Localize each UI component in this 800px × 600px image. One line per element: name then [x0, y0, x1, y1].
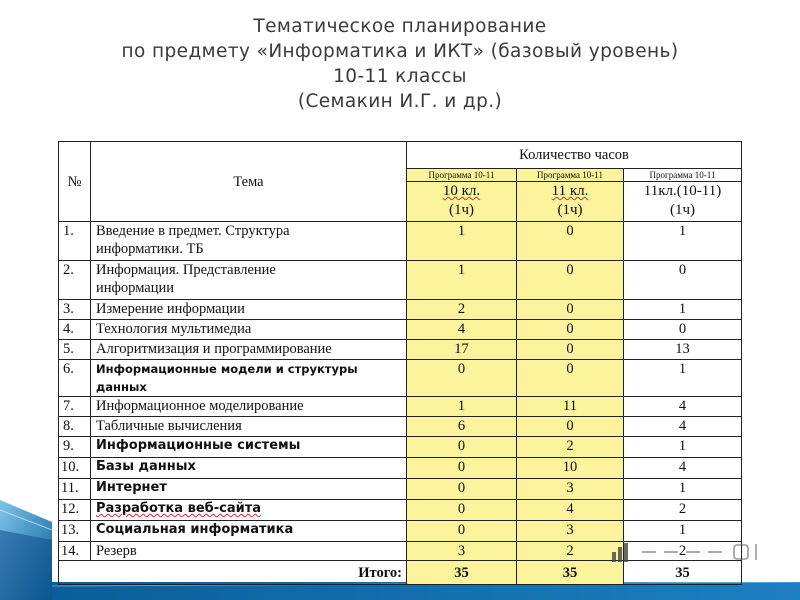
- grade-2-label: 11 кл.: [551, 183, 589, 199]
- hours-grade-11: 0: [517, 300, 624, 320]
- menu-icon: [734, 544, 756, 560]
- hours-grade-11-combined: 1: [624, 222, 742, 261]
- row-topic-line-2: информации: [96, 280, 174, 296]
- hours-grade-11: 10: [517, 458, 624, 479]
- table-row: [59, 300, 742, 320]
- hours-grade-11-combined: 2: [624, 542, 742, 561]
- hours-grade-11: 0: [517, 340, 624, 360]
- hours-grade-10: 1: [407, 222, 517, 261]
- row-topic: Информационные системы: [91, 437, 407, 458]
- table-row: [59, 500, 742, 521]
- table-row: [59, 437, 742, 458]
- title-line-1: Тематическое планирование: [253, 16, 547, 37]
- column-header-topic: Тема: [91, 142, 407, 222]
- row-topic: Резерв: [91, 542, 407, 561]
- grade-1-hours: (1ч): [448, 202, 475, 218]
- hours-grade-11-combined: 1: [624, 479, 742, 500]
- hours-grade-11-combined: 0: [624, 320, 742, 340]
- table-row: [59, 320, 742, 340]
- row-number: 7.: [59, 397, 91, 417]
- grade-3-hours: (1ч): [669, 202, 696, 218]
- row-number: 6.: [59, 360, 91, 397]
- row-topic: Алгоритмизация и программирование: [91, 340, 407, 360]
- thematic-plan-table: [58, 141, 742, 585]
- row-topic: [91, 500, 407, 521]
- row-topic: [91, 222, 407, 261]
- row-number: 8.: [59, 417, 91, 437]
- hours-grade-11-combined: 1: [624, 437, 742, 458]
- hours-grade-10: 6: [407, 417, 517, 437]
- total-grade-10: 35: [407, 561, 517, 585]
- decorative-wave-graphic: [0, 500, 52, 600]
- grade-header-2: [517, 182, 624, 222]
- table-row: [59, 458, 742, 479]
- hours-grade-11-combined: 1: [624, 360, 742, 397]
- hours-grade-11-combined: 1: [624, 300, 742, 320]
- hours-grade-10: 4: [407, 320, 517, 340]
- row-topic: [91, 261, 407, 300]
- hours-grade-10: 0: [407, 521, 517, 542]
- hours-grade-10: 0: [407, 458, 517, 479]
- hours-grade-10: 0: [407, 479, 517, 500]
- grade-3-label: 11кл.(10-11): [643, 183, 722, 199]
- row-number: 10.: [59, 458, 91, 479]
- hours-grade-10: 0: [407, 500, 517, 521]
- column-header-hours: Количество часов: [407, 142, 742, 169]
- hours-grade-11: 2: [517, 542, 624, 561]
- hours-grade-10: 1: [407, 397, 517, 417]
- table-row: [59, 222, 742, 261]
- row-topic-text: Разработка веб-сайта: [96, 501, 262, 516]
- row-number: 4.: [59, 320, 91, 340]
- row-topic: Информационные модели и структуры данных: [91, 360, 407, 397]
- column-header-number: №: [59, 142, 91, 222]
- title-line-4: (Семакин И.Г. и др.): [297, 91, 503, 112]
- hours-grade-11: 4: [517, 500, 624, 521]
- total-grade-11: 35: [517, 561, 624, 585]
- row-topic-line-1: Введение в предмет. Структура: [96, 223, 290, 239]
- row-topic: Технология мультимедиа: [91, 320, 407, 340]
- row-topic: Социальная информатика: [91, 521, 407, 542]
- hours-grade-10: 0: [407, 360, 517, 397]
- hours-grade-11: 0: [517, 417, 624, 437]
- table-row: [59, 417, 742, 437]
- hours-grade-11: 0: [517, 320, 624, 340]
- title-line-2: по предмету «Информатика и ИКТ» (базовый уровень): [121, 41, 679, 62]
- header-row-1: [59, 142, 742, 169]
- row-topic: Информационное моделирование: [91, 397, 407, 417]
- program-label-2: Программа 10-11: [517, 169, 624, 182]
- row-number: 11.: [59, 479, 91, 500]
- row-number: 2.: [59, 261, 91, 300]
- table-row: [59, 340, 742, 360]
- grade-2-hours: (1ч): [557, 202, 583, 218]
- hours-grade-11-combined: 2: [624, 500, 742, 521]
- hours-grade-11: 0: [517, 222, 624, 261]
- row-number: 14.: [59, 542, 91, 561]
- hours-grade-11: 0: [517, 261, 624, 300]
- row-number: 12.: [59, 500, 91, 521]
- hours-grade-11-combined: 13: [624, 340, 742, 360]
- table-row: [59, 479, 742, 500]
- hours-grade-11: 2: [517, 437, 624, 458]
- table-row: [59, 397, 742, 417]
- slide-title: [0, 14, 800, 114]
- table-row: [59, 261, 742, 300]
- slide-control-icons: [608, 538, 768, 566]
- program-label-1: Программа 10-11: [407, 169, 517, 182]
- hours-grade-10: 3: [407, 542, 517, 561]
- hours-grade-10: 2: [407, 300, 517, 320]
- row-topic-line-1: Информация. Представление: [96, 262, 276, 278]
- row-number: 13.: [59, 521, 91, 542]
- grade-header-1: [407, 182, 517, 222]
- row-topic-line-2: информатики. ТБ: [96, 241, 204, 257]
- hours-grade-11: 3: [517, 479, 624, 500]
- table-row: [59, 360, 742, 397]
- hours-grade-10: 0: [407, 437, 517, 458]
- hours-grade-11-combined: 4: [624, 417, 742, 437]
- chart-icon: [612, 543, 628, 562]
- hours-grade-10: 17: [407, 340, 517, 360]
- row-topic: Измерение информации: [91, 300, 407, 320]
- hours-grade-11: 0: [517, 360, 624, 397]
- grade-header-3: [624, 182, 742, 222]
- total-label: Итого:: [59, 561, 407, 585]
- title-line-3: 10-11 классы: [333, 66, 467, 87]
- row-number: 9.: [59, 437, 91, 458]
- row-number: 3.: [59, 300, 91, 320]
- row-topic: Интернет: [91, 479, 407, 500]
- program-label-3: Программа 10-11: [624, 169, 742, 182]
- hours-grade-11-combined: 4: [624, 397, 742, 417]
- row-topic: Базы данных: [91, 458, 407, 479]
- hours-grade-11-combined: 1: [624, 521, 742, 542]
- hours-grade-11: 11: [517, 397, 624, 417]
- hours-grade-11-combined: 0: [624, 261, 742, 300]
- row-number: 1.: [59, 222, 91, 261]
- row-topic: Табличные вычисления: [91, 417, 407, 437]
- hours-grade-11-combined: 4: [624, 458, 742, 479]
- grade-1-label: 10 кл.: [442, 183, 481, 199]
- hours-grade-10: 1: [407, 261, 517, 300]
- total-grade-11-combined: 35: [624, 561, 742, 585]
- hours-grade-11: 3: [517, 521, 624, 542]
- row-number: 5.: [59, 340, 91, 360]
